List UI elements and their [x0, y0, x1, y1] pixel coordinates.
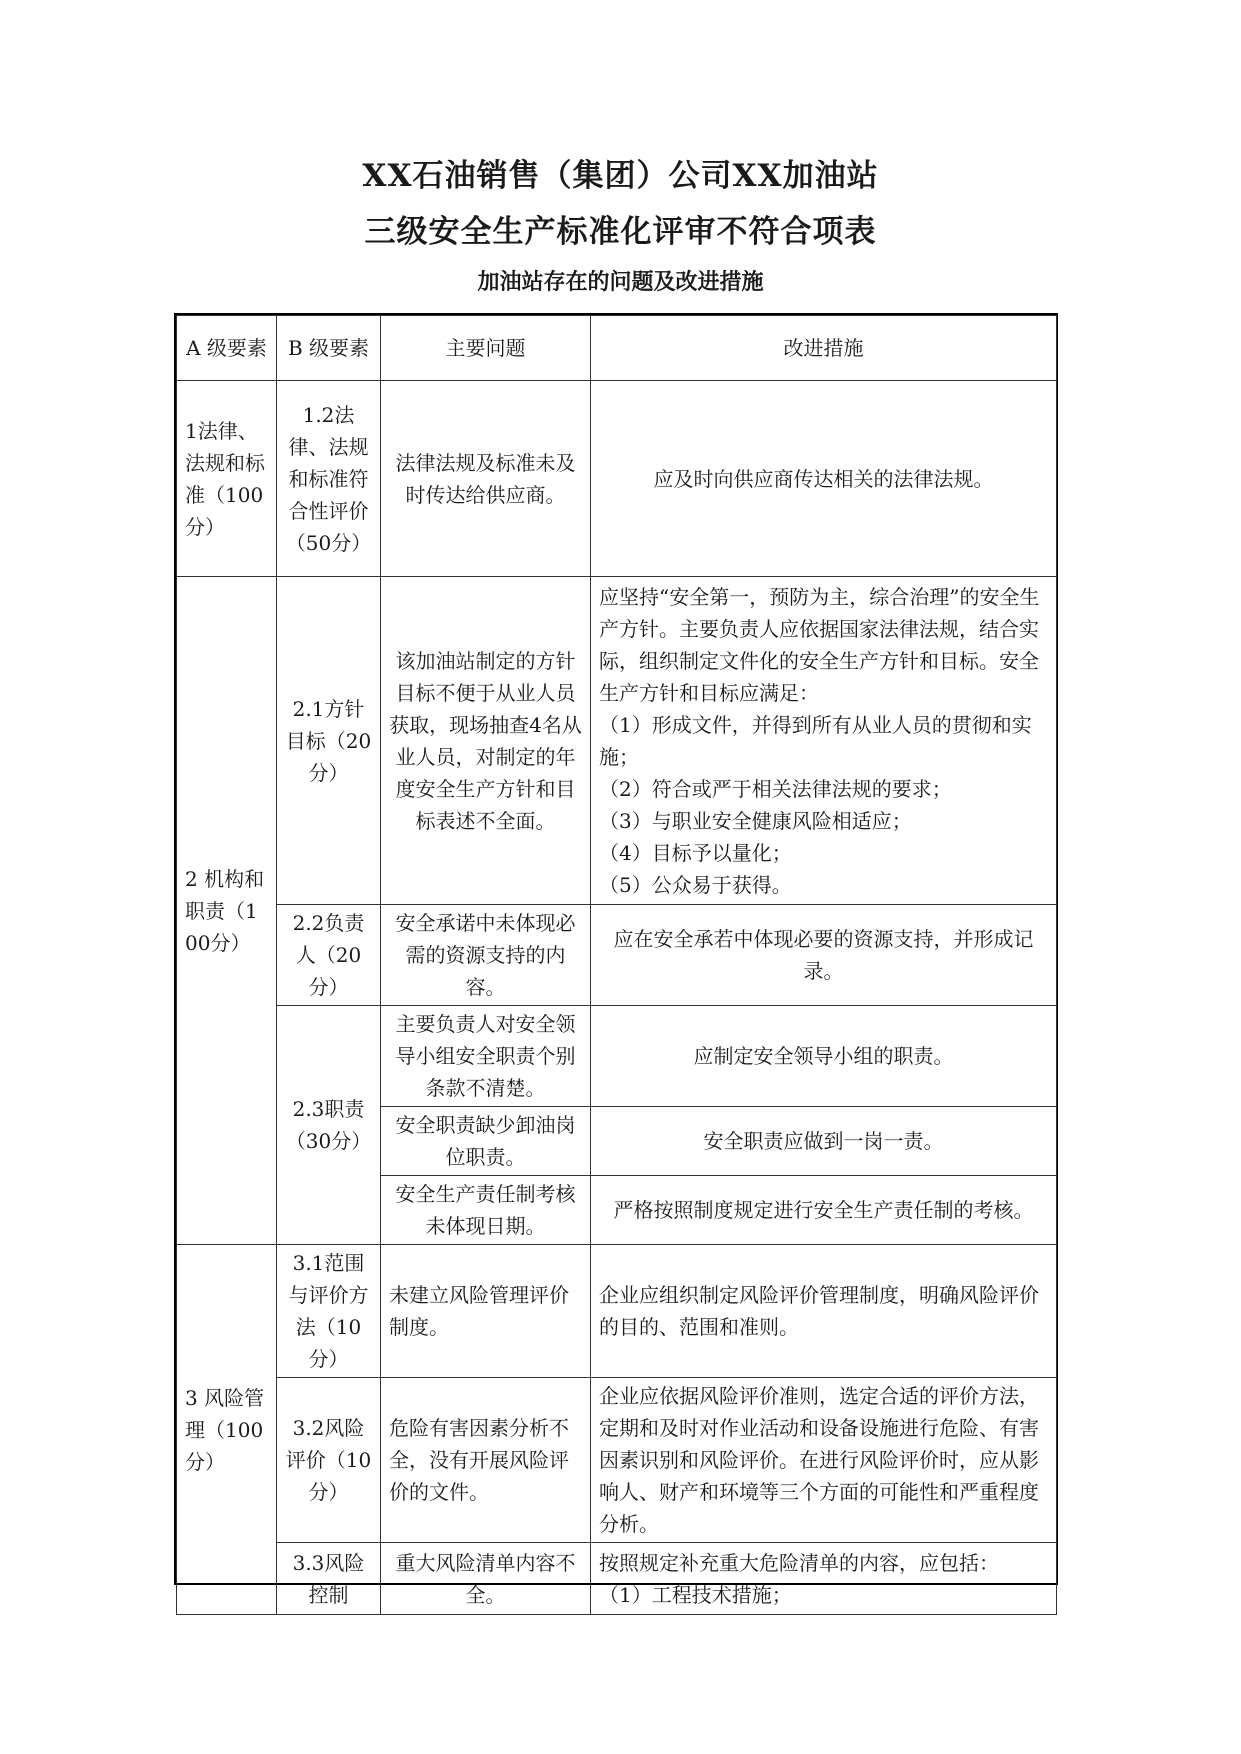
table-row	[177, 1543, 1057, 1615]
measure-cell: 应在安全承若中体现必要的资源支持，并形成记录。	[591, 905, 1057, 1006]
b-element-cell: 3.3风险控制	[277, 1543, 381, 1615]
a-element-cell: 2 机构和职责（100分）	[177, 577, 277, 1245]
table-header-row	[177, 316, 1057, 381]
measure-line: （3）与职业安全健康风险相适应；	[599, 808, 912, 833]
measure-line: 按照规定补充重大危险清单的内容，应包括：	[599, 1550, 999, 1575]
measure-cell	[591, 577, 1057, 905]
problem-cell: 法律法规及标准未及时传达给供应商。	[381, 381, 591, 577]
table-row	[177, 1378, 1057, 1543]
measure-cell: 严格按照制度规定进行安全生产责任制的考核。	[591, 1176, 1057, 1245]
problem-cell: 安全承诺中未体现必需的资源支持的内容。	[381, 905, 591, 1006]
measure-cell: 应及时向供应商传达相关的法律法规。	[591, 381, 1057, 577]
measure-line: （2）符合或严于相关法律法规的要求；	[599, 776, 952, 801]
problem-cell: 主要负责人对安全领导小组安全职责个别条款不清楚。	[381, 1006, 591, 1107]
table-row	[177, 1006, 1057, 1107]
measure-cell: 企业应依据风险评价准则，选定合适的评价方法，定期和及时对作业活动和设备设施进行危险、有害因素识别和风险评价。在进行风险评价时，应从影响人、财产和环境等三个方面的可能性和严重程度分析。	[591, 1378, 1057, 1543]
problem-cell: 安全生产责任制考核未体现日期。	[381, 1176, 591, 1245]
header-b-element: B 级要素	[277, 316, 381, 381]
measure-line: （5）公众易于获得。	[599, 872, 792, 897]
nonconformity-table-frame	[174, 313, 1058, 1607]
a-element-cell: 3 风险管理（100分）	[177, 1245, 277, 1615]
b-element-cell: 3.2风险评价（10分）	[277, 1378, 381, 1543]
document-subtitle: 三级安全生产标准化评审不符合项表	[364, 214, 877, 250]
measure-line: 应坚持“安全第一，预防为主，综合治理”的安全生产方针。主要负责人应依据国家法律法规，结合实际，组织制定文件化的安全生产方针和目标。安全生产方针和目标应满足：	[599, 584, 1040, 705]
measure-line: （1）工程技术措施；	[599, 1582, 792, 1607]
problem-cell: 该加油站制定的方针目标不便于从业人员获取，现场抽查4名从业人员，对制定的年度安全生产方针和目标表述不全面。	[381, 577, 591, 905]
a-element-cell: 1法律、法规和标准（100分）	[177, 381, 277, 577]
problem-cell: 危险有害因素分析不全，没有开展风险评价的文件。	[381, 1378, 591, 1543]
measure-cell: 企业应组织制定风险评价管理制度，明确风险评价的目的、范围和准则。	[591, 1245, 1057, 1378]
problem-cell: 重大风险清单内容不全。	[381, 1543, 591, 1615]
header-main-problem: 主要问题	[381, 316, 591, 381]
table-row	[177, 1245, 1057, 1378]
b-element-cell: 2.1方针目标（20分）	[277, 577, 381, 905]
b-element-cell: 2.2负责人（20分）	[277, 905, 381, 1006]
section-heading: 加油站存在的问题及改进措施	[477, 269, 764, 295]
problem-cell: 安全职责缺少卸油岗位职责。	[381, 1107, 591, 1176]
measure-cell	[591, 1543, 1057, 1615]
header-improvement: 改进措施	[591, 316, 1057, 381]
b-element-cell: 1.2法律、法规和标准符合性评价（50分）	[277, 381, 381, 577]
table-row	[177, 577, 1057, 905]
measure-line: （4）目标予以量化；	[599, 840, 792, 865]
b-element-cell: 3.1范围与评价方法（10分）	[277, 1245, 381, 1378]
table-row	[177, 381, 1057, 577]
measure-cell: 应制定安全领导小组的职责。	[591, 1006, 1057, 1107]
problem-cell: 未建立风险管理评价制度。	[381, 1245, 591, 1378]
header-a-element: A 级要素	[177, 316, 277, 381]
document-title: XX石油销售（集团）公司XX加油站	[362, 158, 879, 194]
table-row	[177, 905, 1057, 1006]
b-element-cell: 2.3职责（30分）	[277, 1006, 381, 1245]
nonconformity-table	[176, 315, 1057, 1615]
measure-cell: 安全职责应做到一岗一责。	[591, 1107, 1057, 1176]
measure-line: （1）形成文件，并得到所有从业人员的贯彻和实施；	[599, 712, 1032, 769]
